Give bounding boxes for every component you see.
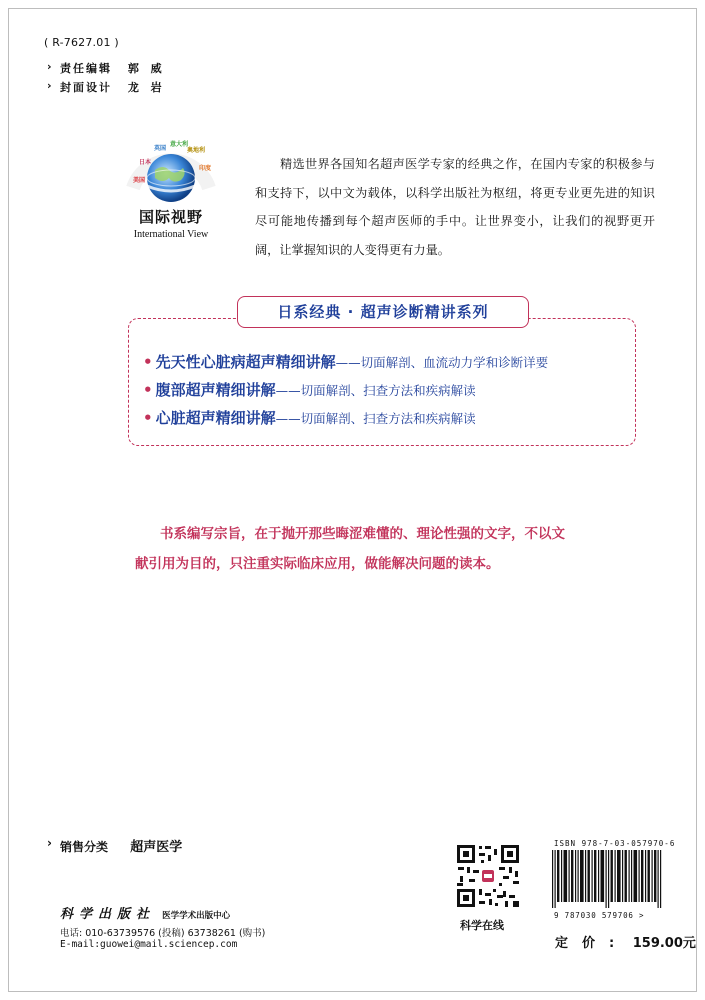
- publisher-center: 医学学术出版中心: [162, 911, 231, 921]
- chevron-right-icon: ›: [47, 60, 52, 73]
- book-subtitle: ——切面解剖、扫查方法和疾病解读: [275, 383, 476, 398]
- logo-country-label: 奥地利: [187, 147, 206, 154]
- isbn-text: ISBN 978-7-03-057970-6: [554, 839, 676, 848]
- series-book-item: [143, 351, 548, 372]
- logo-title-en: International View: [133, 229, 209, 240]
- credit-person: 郭 威: [127, 62, 166, 75]
- book-name: 心脏超声精细讲解: [155, 409, 276, 427]
- logo-country-label: 日本: [139, 159, 152, 166]
- credit-editor: [47, 60, 166, 76]
- qr-label: 科学在线: [460, 919, 504, 932]
- credit-person: 龙 岩: [127, 81, 166, 94]
- logo-country-label: 美国: [133, 177, 146, 184]
- bullet-icon: •: [143, 381, 153, 399]
- sales-category: [47, 836, 183, 855]
- globe-icon: [121, 130, 221, 204]
- book-name: 先天性心脏病超声精细讲解: [155, 353, 336, 371]
- sales-category-label: 销售分类: [60, 840, 109, 854]
- series-intro-text: 精选世界各国知名超声医学专家的经典之作，在国内专家的积极参与和支持下，以中文为载体，以科学出版社为枢纽，将更专业更先进的知识尽可能地传播到每个超声医师的手中。让世界变小，让我们的视野更开阔，让掌握知识的人变得更有力量。: [255, 157, 655, 257]
- bullet-icon: •: [143, 353, 153, 371]
- chevron-right-icon: ›: [47, 836, 52, 850]
- isbn-digits: 9 787030 579706 >: [554, 911, 645, 920]
- sales-category-value: 超声医学: [130, 840, 183, 855]
- logo-country-label: 英国: [154, 145, 167, 152]
- book-name: 腹部超声精细讲解: [155, 381, 276, 399]
- publisher-line: [60, 903, 230, 922]
- publisher-name: 科学出版社: [60, 907, 156, 922]
- price-label: 定价:: [555, 936, 629, 951]
- credit-role: 责任编辑: [60, 62, 112, 75]
- chevron-right-icon: ›: [47, 79, 52, 92]
- logo-title-cn: 国际视野: [138, 208, 203, 226]
- publisher-email: E-mail:guowei@mail.sciencep.com: [60, 939, 238, 950]
- bullet-icon: •: [143, 409, 153, 427]
- price: [555, 932, 696, 951]
- catalog-code: ( R-7627.01 ): [44, 36, 119, 49]
- series-book-item: [143, 379, 476, 400]
- series-book-item: [143, 407, 476, 428]
- international-view-logo: [118, 130, 224, 240]
- book-subtitle: ——切面解剖、血流动力学和诊断详要: [335, 355, 549, 370]
- qr-code-icon: [455, 843, 521, 909]
- publisher-phone: 电话: 010-63739576 (投稿) 63738261 (购书): [60, 928, 266, 939]
- credit-designer: [47, 79, 166, 95]
- barcode-icon: [550, 850, 662, 908]
- price-value: 159.00元: [632, 936, 696, 951]
- book-subtitle: ——切面解剖、扫查方法和疾病解读: [275, 411, 476, 426]
- series-title: 日系经典 · 超声诊断精讲系列: [237, 296, 529, 328]
- logo-country-label: 意大利: [170, 141, 189, 148]
- logo-country-label: 印度: [199, 165, 212, 172]
- series-purpose-text: 书系编写宗旨，在于抛开那些晦涩难懂的、理论性强的文字，不以文献引用为目的，只注重实际临床应用，做能解决问题的读本。: [135, 526, 565, 572]
- credit-role: 封面设计: [60, 81, 112, 94]
